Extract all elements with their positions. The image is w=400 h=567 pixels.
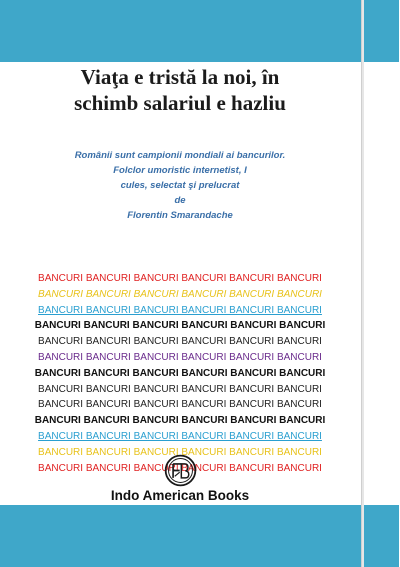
spine-bottom-band	[364, 505, 399, 567]
spine-edge	[362, 0, 364, 567]
title-line-1: Viaţa e tristă la noi, în	[80, 65, 280, 89]
bancuri-row: BANCURI BANCURI BANCURI BANCURI BANCURI BANCURI	[34, 320, 326, 332]
bancuri-row: BANCURI BANCURI BANCURI BANCURI BANCURI BANCURI	[38, 304, 322, 316]
bancuri-row: BANCURI BANCURI BANCURI BANCURI BANCURI BANCURI	[38, 399, 322, 411]
front-cover	[0, 62, 360, 505]
subtitle-line: cules, selectat şi prelucrat	[120, 180, 240, 191]
ib-book-emblem-icon	[164, 454, 197, 487]
book-subtitle	[10, 148, 350, 223]
bancuri-row: BANCURI BANCURI BANCURI BANCURI BANCURI BANCURI	[38, 383, 322, 395]
title-line-2: schimb salariul e hazliu	[74, 91, 286, 115]
bancuri-row: BANCURI BANCURI BANCURI BANCURI BANCURI BANCURI	[38, 336, 322, 348]
publisher-name: Indo American Books	[110, 488, 250, 503]
subtitle-line: Florentin Smarandache	[127, 210, 233, 221]
cover-bottom-band	[0, 505, 400, 567]
subtitle-line: Românii sunt campionii mondiali ai bancurilor.	[74, 150, 286, 161]
bancuri-row: BANCURI BANCURI BANCURI BANCURI BANCURI BANCURI	[34, 415, 326, 427]
cover-top-band	[0, 0, 400, 62]
bancuri-pattern-block	[10, 271, 350, 476]
spine-top-band	[364, 0, 399, 62]
bancuri-row: BANCURI BANCURI BANCURI BANCURI BANCURI BANCURI	[38, 288, 322, 300]
bancuri-row: BANCURI BANCURI BANCURI BANCURI BANCURI BANCURI	[38, 430, 322, 442]
bancuri-row: BANCURI BANCURI BANCURI BANCURI BANCURI BANCURI	[34, 367, 326, 379]
book-title	[10, 64, 350, 116]
bancuri-row: BANCURI BANCURI BANCURI BANCURI BANCURI BANCURI	[38, 351, 322, 363]
bancuri-row: BANCURI BANCURI BANCURI BANCURI BANCURI BANCURI	[38, 446, 322, 458]
subtitle-line: Folclor umoristic internetist, I	[113, 165, 247, 176]
subtitle-line: de	[174, 195, 186, 206]
bancuri-row: BANCURI BANCURI BANCURI BANCURI BANCURI BANCURI	[38, 462, 322, 474]
bancuri-row: BANCURI BANCURI BANCURI BANCURI BANCURI BANCURI	[38, 273, 322, 284]
book-spine	[361, 0, 400, 567]
